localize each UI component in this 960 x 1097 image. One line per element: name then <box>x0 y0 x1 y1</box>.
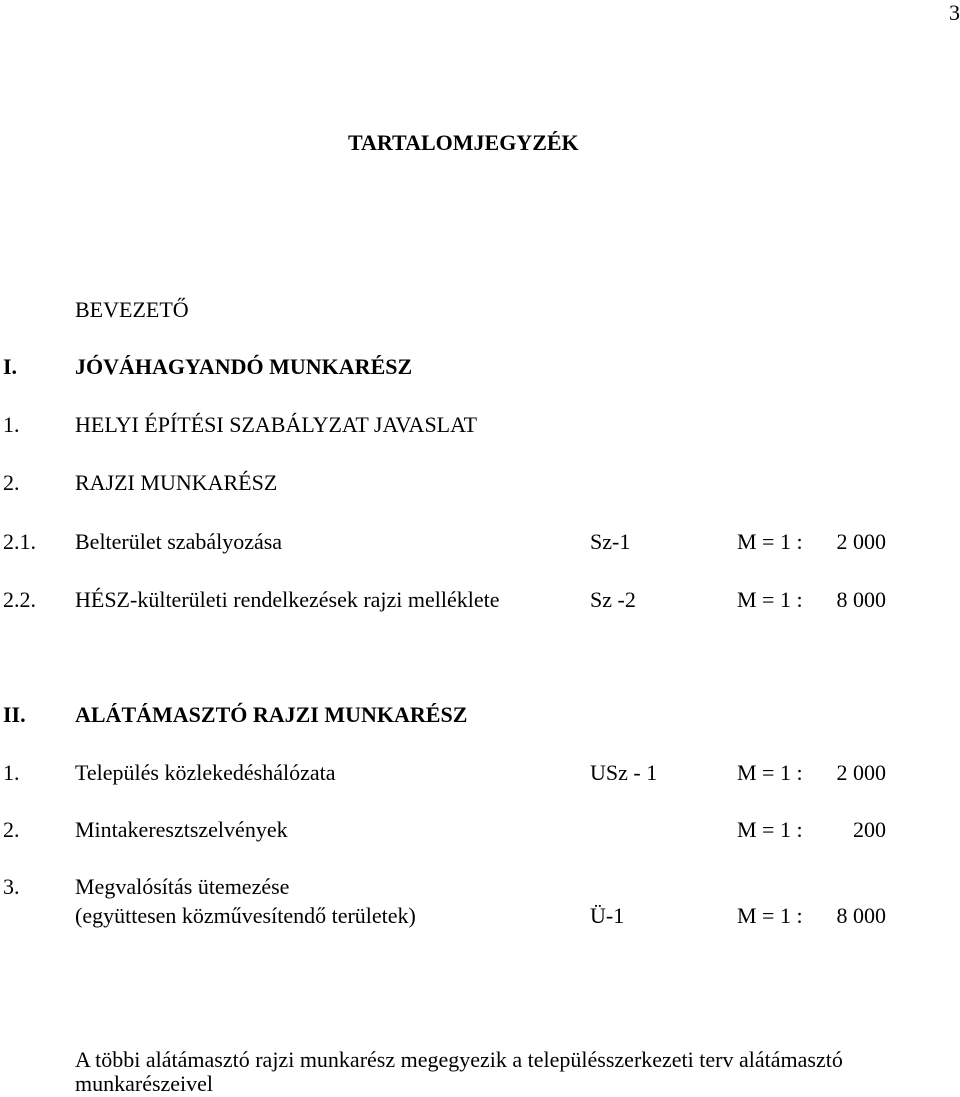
drawing-code: Sz-1 <box>590 529 631 554</box>
toc-entry-title: HÉSZ-külterületi rendelkezések rajzi melléklete <box>75 587 500 612</box>
scale-value: 8 000 <box>836 587 886 612</box>
part-ii-number: II. <box>3 702 26 727</box>
part-i-heading: JÓVÁHAGYANDÓ MUNKARÉSZ <box>75 354 413 379</box>
scale-label: M = 1 : <box>737 587 803 612</box>
scale-label: M = 1 : <box>737 760 803 785</box>
toc-entry-title: RAJZI MUNKARÉSZ <box>75 470 278 495</box>
toc-entry-number: 2.1. <box>3 529 36 554</box>
page-number: 3 <box>949 0 960 25</box>
scale-label: M = 1 : <box>737 903 803 928</box>
toc-entry-title: Belterület szabályozása <box>75 529 283 554</box>
toc-entry-number: 3. <box>3 874 20 899</box>
intro-heading: BEVEZETŐ <box>75 297 189 322</box>
toc-entry-title: HELYI ÉPÍTÉSI SZABÁLYZAT JAVASLAT <box>75 412 478 437</box>
toc-entry-title: Mintakeresztszelvények <box>75 817 288 842</box>
note-line: A többi alátámasztó rajzi munkarész megegyezik a településszerkezeti terv alátámasztó <box>75 1047 843 1072</box>
part-ii-heading: ALÁTÁMASZTÓ RAJZI MUNKARÉSZ <box>75 702 468 727</box>
scale-value: 8 000 <box>836 903 886 928</box>
toc-entry-number: 1. <box>3 412 20 437</box>
toc-entry-number: 2. <box>3 817 20 842</box>
toc-entry-number: 2. <box>3 470 20 495</box>
drawing-code: Ü-1 <box>590 903 625 928</box>
scale-label: M = 1 : <box>737 817 803 842</box>
note-line: munkarészeivel <box>75 1071 214 1096</box>
toc-entry-number: 1. <box>3 760 20 785</box>
drawing-code: USz - 1 <box>590 760 658 785</box>
scale-value: 200 <box>853 817 886 842</box>
document-title: TARTALOMJEGYZÉK <box>348 130 579 155</box>
toc-entry-title: Megvalósítás ütemezése <box>75 874 290 899</box>
drawing-code: Sz -2 <box>590 587 636 612</box>
part-i-number: I. <box>3 354 18 379</box>
toc-entry-subtitle: (együttesen közművesítendő területek) <box>75 903 416 928</box>
toc-entry-title: Település közlekedéshálózata <box>75 760 336 785</box>
toc-entry-number: 2.2. <box>3 587 36 612</box>
scale-value: 2 000 <box>836 529 886 554</box>
scale-value: 2 000 <box>836 760 886 785</box>
scale-label: M = 1 : <box>737 529 803 554</box>
